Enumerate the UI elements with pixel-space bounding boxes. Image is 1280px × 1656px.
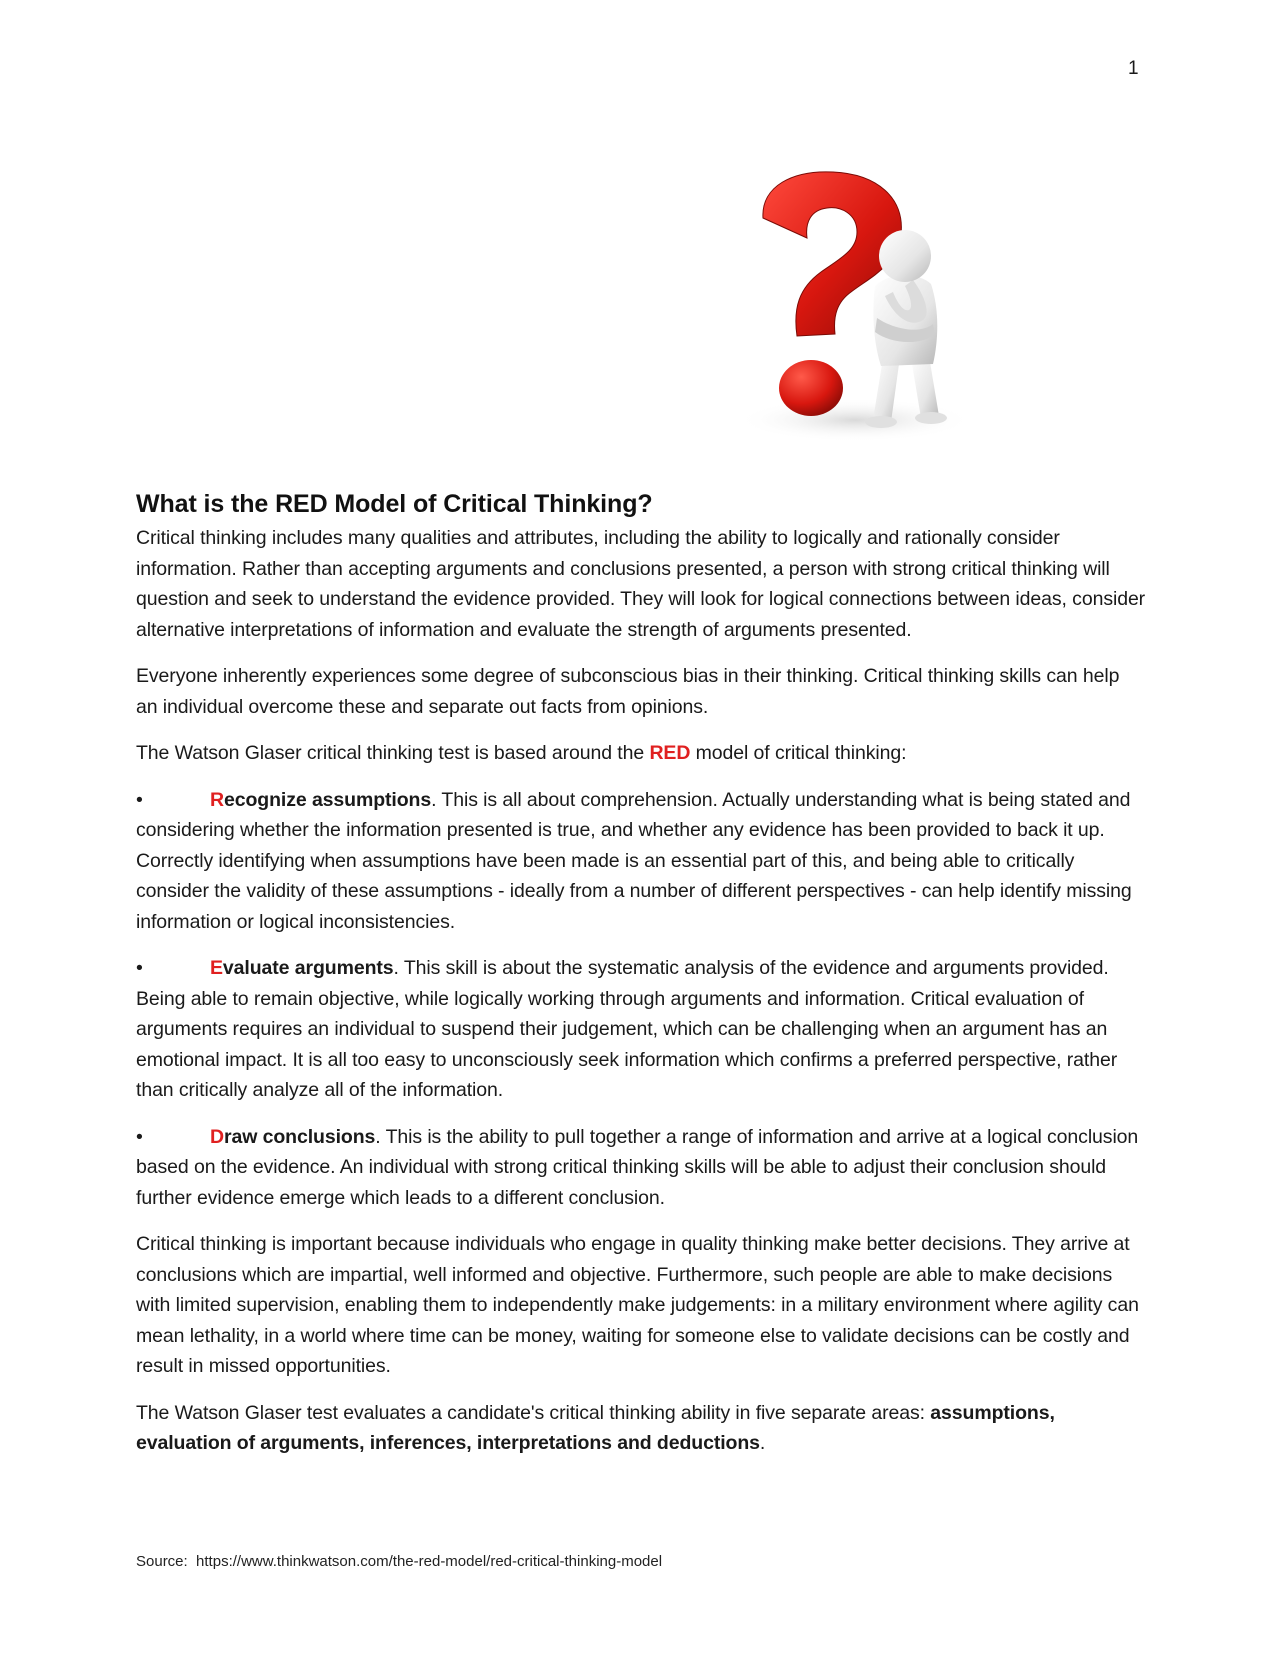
bullet-text: . This is all about comprehension. Actually understanding what is being stated and considering whether the information presented is true, and whether any evidence has been provided to back it up. Correctly identifying when assumptions have been made is an essential part of this, and being able to critically consider the validity of these assumptions - ideally from a number of different perspectives - can help identify missing information or logical inconsistencies.: [136, 788, 1132, 933]
red-keyword: RED: [649, 742, 691, 764]
page-number: 1: [1128, 58, 1139, 79]
bullet-term: raw conclusions: [223, 1125, 376, 1148]
bullet-recognize-assumptions: [136, 785, 1146, 938]
closing-paragraph-1: Critical thinking is important because individuals who engage in quality thinking make better decisions. They arrive at conclusions which are impartial, well informed and objective. Furthermore, such people are able to make decisions with limited supervision, enabling them to independently make judgements: in a military environment where agility can mean lethality, in a world where time can be money, waiting for someone else to validate decisions can be costly and result in missed opportunities.: [136, 1233, 1139, 1377]
question-mark-thinking-figure-icon: [735, 168, 975, 444]
bullet-text: . This is the ability to pull together a range of information and arrive at a logical conclusion based on the evidence. An individual with strong critical thinking skills will be able to adjust their conclusion should further evidence emerge which leads to a different conclusion.: [136, 1125, 1139, 1209]
source-footer: [136, 1553, 662, 1570]
figure-head: [879, 230, 931, 282]
five-areas-list: assumptions, evaluation of arguments, inferences, interpretations and deductions: [136, 1401, 1055, 1454]
source-url[interactable]: https://www.thinkwatson.com/the-red-model/red-critical-thinking-model: [196, 1553, 663, 1570]
question-mark-dot: [779, 360, 843, 416]
intro-paragraph-3-after: model of critical thinking:: [690, 742, 907, 764]
closing-paragraph-2: [136, 1398, 1146, 1459]
closing-paragraph-2-after: .: [759, 1432, 766, 1454]
page-title: What is the RED Model of Critical Thinking?: [136, 490, 653, 518]
bullet-glyph: •: [136, 957, 143, 979]
closing-paragraph-2-before: The Watson Glaser test evaluates a candidate's critical thinking ability in five separate areas:: [136, 1401, 931, 1424]
intro-paragraph-2: Everyone inherently experiences some degree of subconscious bias in their thinking. Critical thinking skills can help an individual overcome these and separate out facts from opinions.: [136, 665, 1120, 718]
bullet-term: ecognize assumptions: [223, 788, 432, 811]
bullet-evaluate-arguments: [136, 953, 1146, 1106]
bullet-initial-letter: R: [210, 788, 224, 811]
source-label: Source:: [136, 1553, 188, 1570]
figure-torso: [873, 275, 937, 366]
bullet-draw-conclusions: [136, 1122, 1146, 1214]
intro-paragraph-3-before: The Watson Glaser critical thinking test is based around the: [136, 742, 650, 764]
bullet-text: . This skill is about the systematic analysis of the evidence and arguments provided. Being able to remain objective, while logically working through arguments and information. Critical evaluation of arguments requires an individual to suspend their judgement, which can be challenging when an argument has an emotional impact. It is all too easy to unconsciously seek information which confirms a preferred perspective, rather than critically analyze all of the information.: [136, 957, 1118, 1101]
figure-foot-right: [915, 412, 947, 424]
figure-foot-left: [865, 416, 897, 428]
illustration-svg: [735, 168, 975, 444]
bullet-glyph: •: [136, 788, 143, 811]
bullet-term: valuate arguments: [222, 957, 394, 979]
intro-paragraph-1: Critical thinking includes many qualities and attributes, including the ability to logically and rationally consider information. Rather than accepting arguments and conclusions presented, a person with strong critical thinking will question and seek to understand the evidence provided. They will look for logical connections between ideas, consider alternative interpretations of information and evaluate the strength of arguments presented.: [136, 527, 1146, 641]
document-body: [136, 487, 1146, 1475]
bullet-initial-letter: E: [210, 957, 223, 979]
intro-paragraph-3: [136, 738, 1146, 769]
bullet-initial-letter: D: [210, 1125, 224, 1148]
bullet-glyph: •: [136, 1125, 143, 1148]
